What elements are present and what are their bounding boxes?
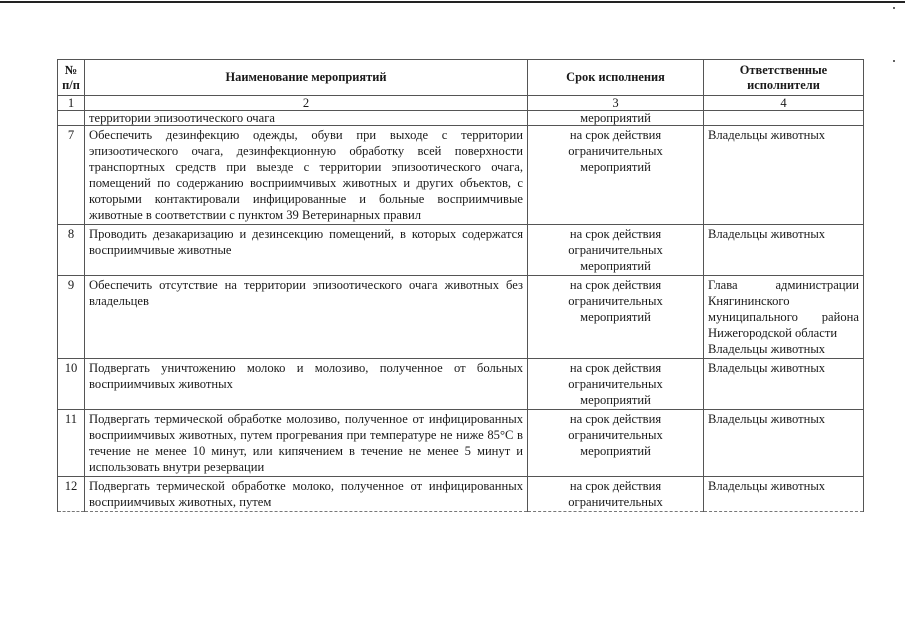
cell-name: Обеспечить отсутствие на территории эпизоотического очага животных без владельцев <box>85 276 528 359</box>
continuation-row <box>58 111 864 126</box>
column-number: 1 <box>58 96 85 111</box>
cell-name: Подвергать уничтожению молоко и молозиво, полученное от больных восприимчивых животных <box>85 359 528 410</box>
cell-num: 11 <box>58 410 85 477</box>
header-name: Наименование мероприятий <box>85 60 528 96</box>
cell-responsible <box>704 477 864 512</box>
cell-name: Подвергать термической обработке молозиво, полученное от инфицированных восприимчивых животных, путем прогревания при температуре не ниже 85°С в течение не менее 10 минут, или кипячением в течение не менее 5 минут и использовать внутри резервации <box>85 410 528 477</box>
table-header-row <box>58 60 864 96</box>
table-row <box>58 276 864 359</box>
responsible-line: Княгининского <box>708 294 790 308</box>
column-number: 4 <box>704 96 864 111</box>
cell-term: на срок действия ограничительных <box>528 477 704 512</box>
cell-term: на срок действия ограничительных мероприятий <box>528 126 704 225</box>
cell-name: территории эпизоотического очага <box>85 111 528 126</box>
responsible-line: Владельцы животных <box>708 412 826 426</box>
cell-num: 12 <box>58 477 85 512</box>
table-row <box>58 225 864 276</box>
cell-name: Подвергать термической обработке молоко, полученное от инфицированных восприимчивых животных, путем <box>85 477 528 512</box>
cell-term: на срок действия ограничительных мероприятий <box>528 276 704 359</box>
cell-responsible <box>704 225 864 276</box>
cell-num: 8 <box>58 225 85 276</box>
header-responsible: Ответственные исполнители <box>704 60 864 96</box>
responsible-line: Нижегородской области <box>708 326 838 340</box>
header-term: Срок исполнения <box>528 60 704 96</box>
responsible-line: Владельцы животных <box>708 128 826 142</box>
cell-responsible <box>704 126 864 225</box>
cell-name: Проводить дезакаризацию и дезинсекцию помещений, в которых содержатся восприимчивые животные <box>85 225 528 276</box>
responsible-line: Глава администрации <box>708 278 859 292</box>
cell-name: Обеспечить дезинфекцию одежды, обуви при выходе с территории эпизоотического очага, дезинфекционную обработку всей поверхности транспортных средств при выезде с территории эпизоотического очага, помещений по содержанию восприимчивых животных и других объектов, с которыми контактировали инфицированные и больные восприимчивые животные в соответствии с пунктом 39 Ветеринарных правил <box>85 126 528 225</box>
header-num: № п/п <box>58 60 85 96</box>
cell-responsible <box>704 410 864 477</box>
measures-table <box>57 59 864 512</box>
table-row <box>58 477 864 512</box>
scan-speck <box>893 7 895 9</box>
column-number: 2 <box>85 96 528 111</box>
responsible-line: Владельцы животных <box>708 342 826 356</box>
cell-responsible <box>704 111 864 126</box>
column-number-row <box>58 96 864 111</box>
cell-term: на срок действия ограничительных мероприятий <box>528 359 704 410</box>
cell-responsible <box>704 276 864 359</box>
table-row <box>58 359 864 410</box>
responsible-line: Владельцы животных <box>708 361 826 375</box>
column-number: 3 <box>528 96 704 111</box>
table-row <box>58 410 864 477</box>
cell-num <box>58 111 85 126</box>
responsible-line: муниципального района <box>708 310 859 324</box>
cell-num: 7 <box>58 126 85 225</box>
cell-term: на срок действия ограничительных мероприятий <box>528 410 704 477</box>
cell-term: на срок действия ограничительных мероприятий <box>528 225 704 276</box>
cell-num: 10 <box>58 359 85 410</box>
cell-num: 9 <box>58 276 85 359</box>
table-row <box>58 126 864 225</box>
cell-responsible <box>704 359 864 410</box>
scan-speck <box>893 60 895 62</box>
cell-term: мероприятий <box>528 111 704 126</box>
responsible-line: Владельцы животных <box>708 227 826 241</box>
page-top-rule <box>0 1 905 3</box>
responsible-line: Владельцы животных <box>708 479 826 493</box>
